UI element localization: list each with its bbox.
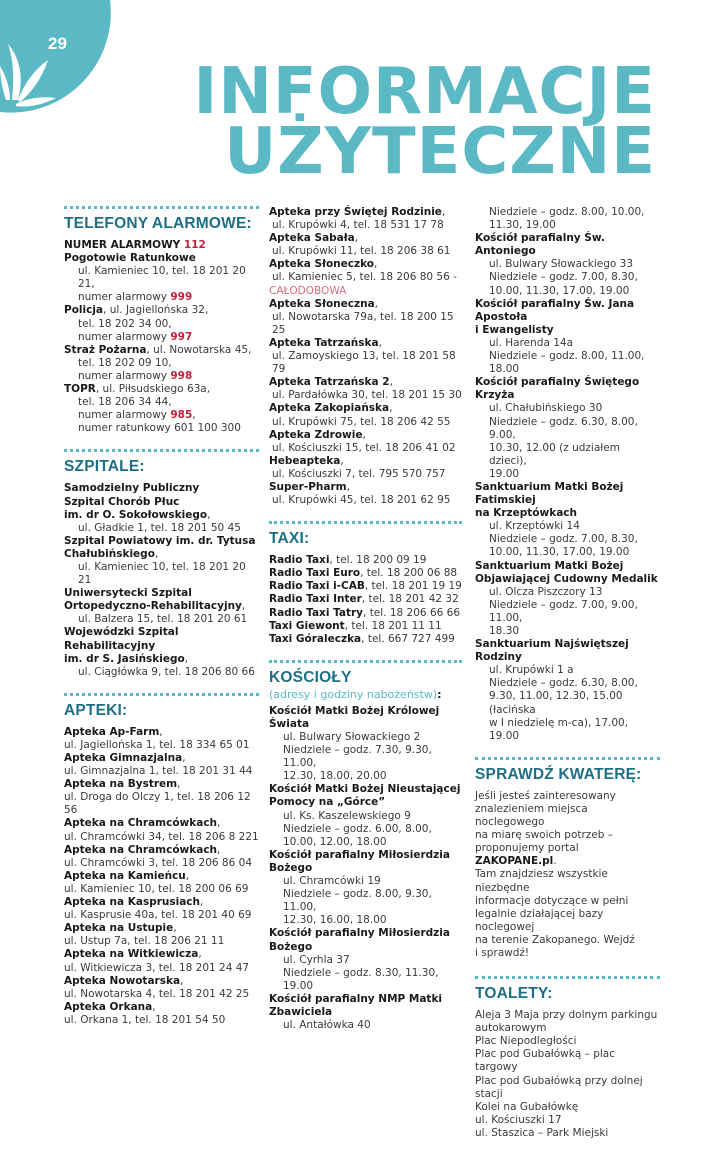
church-hours: 10.00, 11.30, 17.00, 19.00 <box>489 284 630 297</box>
dotted-divider <box>269 521 462 524</box>
list-item: Plac Niepodległości <box>475 1035 577 1048</box>
hospital-address: ul. Gładkie 1, tel. 18 201 50 45 <box>78 521 241 534</box>
pharmacy-name: Apteka Słoneczko <box>269 258 375 271</box>
taxi-phone: , tel. 18 206 66 66 <box>363 606 460 619</box>
list-item: autokarowym <box>475 1022 547 1035</box>
section-szpitale <box>64 449 259 678</box>
hospital-name: im. dr O. Sokołowskiego <box>64 508 208 521</box>
church-hours: 10.00, 11.30, 17.00, 19.00 <box>489 546 630 559</box>
list-item: Aleja 3 Maja przy dolnym parkingu <box>475 1009 658 1022</box>
taxi-phone: , tel. 18 201 19 19 <box>364 580 462 593</box>
church-address: ul. Bulwary Słowackiego 2 <box>283 731 421 743</box>
hospital-address: ul. Kamieniec 10, tel. 18 201 20 21 <box>78 560 246 587</box>
hospital-name: Uniwersytecki Szpital <box>64 587 192 600</box>
hospital-name: Szpital Chorób Płuc <box>64 495 180 508</box>
church-name: Objawiającej Cudowny Medalik <box>475 572 658 585</box>
taxi-name: Radio Taxi i-CAB <box>269 580 365 593</box>
page-title-line2: UŻYTECZNE <box>224 115 656 189</box>
paragraph-line: na miarę swoich potrzeb – <box>475 829 614 842</box>
taxi-name: Taxi Góraleczka <box>269 632 362 645</box>
section-title: TAXI: <box>269 530 310 548</box>
pharmacy-name: Apteka na Bystrem <box>64 778 178 791</box>
pharmacy-list <box>269 206 462 507</box>
taxi-phone: , tel. 18 201 42 32 <box>361 593 459 606</box>
dotted-divider <box>475 976 660 979</box>
paragraph-line: informacje dotyczące w pełni <box>475 894 629 907</box>
church-address: ul. Chałubińskiego 30 <box>489 402 603 415</box>
service-name: Pogotowie Ratunkowe <box>64 252 196 265</box>
hospital-address: ul. Ciągłówka 9, tel. 18 206 80 66 <box>78 665 255 678</box>
section-telefony <box>64 206 259 435</box>
pharmacy-name: Super-Pharm <box>269 480 347 493</box>
column-middle <box>269 206 462 1042</box>
hospital-name: Wojewódzki Szpital Rehabilitacyjny <box>64 626 179 652</box>
pharmacy-address: ul. Ustup 7a, tel. 18 206 21 11 <box>64 935 225 948</box>
church-address: ul. Ks. Kaszelewskiego 9 <box>283 809 411 822</box>
punctuation: , <box>340 454 344 467</box>
pharmacy-name: Apteka na Ustupie <box>64 922 174 935</box>
pharmacy-address: ul. Witkiewicza 3, tel. 18 201 24 47 <box>64 961 250 974</box>
church-address: ul. Harenda 14a <box>489 336 574 349</box>
section-toalety <box>475 976 660 1140</box>
punctuation: , <box>152 1000 156 1013</box>
list-item <box>64 948 259 961</box>
pharmacy-name: Apteka Orkana <box>64 1000 153 1013</box>
taxi-phone: , tel. 18 200 06 88 <box>360 567 458 580</box>
list-item <box>269 567 462 580</box>
list-item <box>269 580 462 593</box>
taxi-phone: , tel. 667 727 499 <box>361 632 455 645</box>
list-item <box>64 896 259 909</box>
list-item <box>269 402 462 415</box>
taxi-phone: , tel. 18 201 11 11 <box>344 619 442 632</box>
church-hours: Niedziele – godz. 6.00, 8.00, <box>283 822 432 835</box>
pharmacy-address: ul. Nowotarska 4, tel. 18 201 42 25 <box>64 987 250 1000</box>
pharmacy-name: Apteka Gimnazjalna <box>64 752 183 764</box>
list-item <box>269 554 462 567</box>
church-hours: Niedziele – godz. 8.00, 9.30, 11.00, <box>283 888 432 914</box>
alarm-number: 997 <box>170 330 193 343</box>
hospital-name: Szpital Powiatowy im. dr. Tytusa <box>64 534 256 547</box>
service-address: , ul. Piłsudskiego 63a, <box>95 383 211 396</box>
church-name: Kościół parafialny NMP Matki <box>269 992 443 1005</box>
church-hours: 19.00 <box>489 467 520 480</box>
church-hours: 12.30, 18.00, 20.00 <box>283 770 387 783</box>
pharmacy-name: Apteka Sabała <box>269 232 355 245</box>
punctuation: , <box>180 974 184 987</box>
list-item: Kolei na Gubałówkę <box>475 1100 579 1113</box>
paragraph-line: legalnie działającej bazy noclegowej <box>475 907 604 933</box>
paragraph-line: na terenie Zakopanego. Wejdź <box>475 933 635 946</box>
pharmacy-name: Apteka Nowotarska <box>64 974 181 987</box>
church-hours: Niedziele – godz. 7.30, 9.30, 11.00, <box>283 744 432 770</box>
punctuation: , <box>173 922 177 935</box>
church-name: Kościół Matki Bożej Nieustającej <box>269 783 461 796</box>
pharmacy-name: Apteka na Chramcówkach <box>64 817 218 830</box>
pharmacy-name: Apteka Ap-Farm <box>64 725 160 738</box>
pharmacy-name: Apteka przy Świętej Rodzinie <box>269 206 442 218</box>
pharmacy-name: Apteka Słoneczna <box>269 297 375 310</box>
section-title: TELEFONY ALARMOWE: <box>64 215 252 232</box>
list-item <box>269 206 462 219</box>
paragraph-line: znalezieniem miejsca noclegowego <box>475 802 588 829</box>
service-phone: tel. 18 206 34 44, <box>78 396 172 409</box>
punctuation: , <box>159 725 163 738</box>
section-title: TOALETY: <box>475 985 553 1003</box>
hospital-name: Samodzielny Publiczny <box>64 482 200 495</box>
list-item <box>64 844 259 857</box>
church-name: Kościół Matki Bożej Królowej Świata <box>269 704 440 730</box>
church-name: Pomocy na „Górce” <box>269 796 386 809</box>
section-apteki-cont <box>269 206 462 507</box>
list-item <box>269 376 462 389</box>
paragraph-line: i sprawdź! <box>475 946 530 959</box>
dotted-divider <box>269 660 462 663</box>
hospital-name: Ortopedyczno-Rehabilitacyjny <box>64 600 242 613</box>
punctuation: , <box>389 376 393 389</box>
taxi-name: Radio Taxi Euro <box>269 567 361 580</box>
list-item <box>64 778 259 791</box>
list-item <box>64 1001 259 1014</box>
paragraph-line: Jeśli jesteś zainteresowany <box>475 789 616 802</box>
dotted-divider <box>64 693 259 696</box>
page-number: 29 <box>48 34 67 53</box>
emergency-label: NUMER ALARMOWY <box>64 239 184 251</box>
alarm-number: 999 <box>170 291 193 304</box>
punctuation: , <box>389 402 393 415</box>
church-hours: 9.30, 11.00, 12.30, 15.00 (łacińska <box>489 690 623 716</box>
punctuation: , <box>241 600 246 613</box>
section-taxi <box>269 521 462 646</box>
list-item: ul. Staszica – Park Miejski <box>475 1126 609 1139</box>
punctuation: , <box>192 409 196 422</box>
punctuation: , <box>378 336 382 349</box>
church-hours: 18.30 <box>489 625 520 637</box>
paragraph-line: Tam znajdziesz wszystkie niezbędne <box>475 868 608 894</box>
section-apteki <box>64 693 259 1027</box>
section-koscioly <box>269 660 462 1032</box>
page-title-line1: INFORMACJE <box>193 55 656 129</box>
punctuation: , <box>184 652 189 665</box>
church-name: Bożego <box>269 861 313 874</box>
pharmacy-name: Apteka na Witkiewicza <box>64 948 199 961</box>
pharmacy-address: ul. Chramcówki 3, tel. 18 206 86 04 <box>64 856 252 869</box>
pharmacy-list <box>64 726 259 1027</box>
alarm-number: 998 <box>170 369 193 382</box>
punctuation: , <box>154 547 159 560</box>
alarm-label: numer alarmowy <box>78 409 171 422</box>
dotted-divider <box>64 206 259 209</box>
list-item <box>269 429 462 442</box>
alarm-label: numer alarmowy <box>78 330 171 343</box>
punctuation: , <box>177 778 181 791</box>
pharmacy-address: ul. Nowotarska 79a, tel. 18 200 15 25 <box>272 310 454 336</box>
punctuation: : <box>437 687 442 701</box>
list-item <box>269 593 462 606</box>
church-hours: Niedziele – godz. 6.30, 8.00, 9.00, <box>489 415 638 441</box>
pharmacy-name: Apteka na Kamieńcu <box>64 869 186 882</box>
punctuation: . <box>553 855 557 868</box>
alarm-label: numer alarmowy <box>78 291 171 304</box>
list-item <box>64 870 259 883</box>
list-item <box>64 975 259 988</box>
punctuation: , <box>441 206 446 218</box>
punctuation: , <box>217 817 221 830</box>
church-hours: Niedziele – godz. 8.30, 11.30, <box>283 966 439 979</box>
church-hours: 19.00 <box>283 979 314 992</box>
hospital-name: Chałubińskiego <box>64 547 155 560</box>
church-name: Kościół parafialny Św. Antoniego <box>475 232 605 258</box>
pharmacy-address: ul. Krupówki 11, tel. 18 206 38 61 <box>272 245 451 258</box>
list-item <box>64 726 259 739</box>
alarm-number: 985 <box>170 409 193 422</box>
church-hours: 12.30, 16.00, 18.00 <box>283 914 387 927</box>
list-item <box>64 817 259 830</box>
list-item <box>269 620 462 633</box>
section-subtitle: (adresy i godziny nabożeństw) <box>269 687 438 701</box>
list-item <box>269 258 462 271</box>
church-hours: 11.30, 19.00 <box>489 219 556 232</box>
church-address: ul. Bulwary Słowackiego 33 <box>489 258 634 271</box>
church-hours: Niedziele – godz. 8.00, 10.00, <box>489 206 645 218</box>
church-name: Sanktuarium Najświętszej Rodziny <box>475 638 629 664</box>
church-address: ul. Cyrhla 37 <box>283 953 350 966</box>
section-title: APTEKI: <box>64 701 128 719</box>
punctuation: , <box>346 480 350 493</box>
section-title: KOŚCIOŁY <box>269 668 352 686</box>
church-hours: Niedziele – godz. 6.30, 8.00, <box>489 677 638 690</box>
pharmacy-address: ul. Krupówki 45, tel. 18 201 62 95 <box>272 494 451 507</box>
church-name: Sanktuarium Matki Bożej Fatimskiej <box>475 480 624 507</box>
column-right <box>475 206 660 1150</box>
punctuation: , <box>182 752 186 764</box>
service-address: , ul. Jagiellońska 32, <box>103 304 209 317</box>
punctuation: , <box>198 948 202 961</box>
rescue-number: numer ratunkowy 601 100 300 <box>78 422 241 435</box>
portal-link[interactable]: ZAKOPANE.pl <box>475 855 554 868</box>
pharmacy-address: ul. Pardałówka 30, tel. 18 201 15 30 <box>272 389 462 402</box>
church-hours: Niedziele – godz. 7.00, 9.00, 11.00, <box>489 598 638 624</box>
church-name: Sanktuarium Matki Bożej <box>475 559 624 572</box>
list-item: ul. Kościuszki 17 <box>475 1113 562 1126</box>
list-item <box>64 752 259 765</box>
church-address: ul. Chramcówki 19 <box>283 875 381 888</box>
church-address: ul. Krzeptówki 14 <box>489 520 580 533</box>
punctuation: , <box>354 232 359 245</box>
service-name: Straż Pożarna <box>64 343 147 356</box>
list-item <box>269 298 462 311</box>
list-item <box>64 922 259 935</box>
hospital-name: im. dr S. Jasińskiego <box>64 652 185 665</box>
list-item <box>269 232 462 245</box>
list-item <box>269 607 462 620</box>
church-hours: Niedziele – godz. 7.00, 8.30, <box>489 533 638 546</box>
taxi-name: Radio Taxi Tatry <box>269 606 364 619</box>
taxi-name: Taxi Giewont <box>269 619 345 632</box>
pharmacy-address: ul. Kamieniec 10, tel. 18 200 06 69 <box>64 882 249 895</box>
hospital-address: ul. Balzera 15, tel. 18 201 20 61 <box>78 613 248 626</box>
pharmacy-address: ul. Orkana 1, tel. 18 201 54 50 <box>64 1013 226 1026</box>
pharmacy-name: Apteka Zakopiańska <box>269 402 390 415</box>
section-kwatery <box>475 757 660 960</box>
church-hours: 10.30, 12.00 (z udziałem dzieci), <box>489 441 620 467</box>
paragraph-line: proponujemy portal <box>475 842 579 855</box>
punctuation: , <box>362 428 366 441</box>
church-name: Bożego <box>269 940 313 953</box>
pharmacy-address: ul. Krupówki 4, tel. 18 531 17 78 <box>272 219 444 232</box>
church-hours: 10.00, 12.00, 18.00 <box>283 835 387 848</box>
church-name: na Krzeptówkach <box>475 507 577 520</box>
toilet-list <box>475 1009 660 1140</box>
church-name: i Ewangelisty <box>475 323 554 336</box>
dotted-divider <box>64 449 259 452</box>
pharmacy-address: ul. Droga do Olczy 1, tel. 18 206 12 56 <box>64 791 251 817</box>
church-address: ul. Olcza Piszczory 13 <box>489 585 603 598</box>
pharmacy-address: ul. Kościuszki 7, tel. 795 570 757 <box>272 467 446 480</box>
pharmacy-address: ul. Gimnazjalna 1, tel. 18 201 31 44 <box>64 765 253 778</box>
punctuation: , <box>374 297 379 310</box>
pharmacy-address: ul. Kasprusie 40a, tel. 18 201 40 69 <box>64 909 252 922</box>
church-name: Kościół parafialny Miłosierdzia <box>269 927 450 940</box>
church-address: ul. Antałówka 40 <box>283 1019 371 1032</box>
punctuation: , <box>185 869 190 882</box>
pharmacy-address: ul. Kościuszki 15, tel. 18 206 41 02 <box>272 441 456 454</box>
pharmacy-name: Apteka Zdrowie <box>269 428 363 441</box>
church-name: Kościół parafialny Św. Jana Apostoła <box>475 297 635 323</box>
church-hours: Niedziele – godz. 7.00, 8.30, <box>489 271 638 284</box>
church-name: Zbawiciela <box>269 1005 333 1018</box>
section-koscioly-cont <box>475 206 660 743</box>
pharmacy-name: Apteka na Kasprusiach <box>64 896 200 909</box>
church-hours: Niedziele – godz. 8.00, 11.00, <box>489 350 645 363</box>
pharmacy-name: Hebeapteka <box>269 454 341 467</box>
list-item: Plac pod Gubałówką – plac targowy <box>475 1048 616 1074</box>
service-name: Policja <box>64 304 104 317</box>
church-hours: 18.00 <box>489 363 520 376</box>
list-item <box>269 481 462 494</box>
punctuation: , <box>200 896 204 909</box>
open-24h-label: CAŁODOBOWA <box>269 284 347 297</box>
section-title: SPRAWDŹ KWATERĘ: <box>475 765 642 783</box>
church-name: Kościół parafialny Świętego Krzyża <box>475 376 640 402</box>
column-left <box>64 206 259 1037</box>
church-hours: w I niedzielę m-ca), 17.00, 19.00 <box>489 716 629 742</box>
dotted-divider <box>475 757 660 760</box>
section-title: SZPITALE: <box>64 458 145 476</box>
list-item <box>269 337 462 350</box>
alarm-label: numer alarmowy <box>78 369 171 382</box>
emergency-number: 112 <box>183 239 206 251</box>
pharmacy-address: ul. Kamieniec 5, tel. 18 206 80 56 - <box>272 271 457 284</box>
pharmacy-address: ul. Chramcówki 34, tel. 18 206 8 221 <box>64 830 259 843</box>
service-address: ul. Kamieniec 10, tel. 18 201 20 21, <box>78 265 246 291</box>
punctuation: , <box>374 258 378 271</box>
list-item: Plac pod Gubałówką przy dolnej stacji <box>475 1074 643 1100</box>
taxi-list <box>269 554 462 646</box>
pharmacy-name: Apteka Tatrzańska 2 <box>269 376 390 389</box>
taxi-name: Radio Taxi <box>269 554 330 567</box>
service-address: , ul. Nowotarska 45, <box>146 343 252 356</box>
service-phone: tel. 18 202 34 00, <box>78 317 172 330</box>
taxi-name: Radio Taxi Inter <box>269 593 362 606</box>
pharmacy-name: Apteka Tatrzańska <box>269 336 379 349</box>
service-phone: tel. 18 202 09 10, <box>78 356 172 369</box>
pharmacy-address: ul. Jagiellońska 1, tel. 18 334 65 01 <box>64 738 250 751</box>
service-name: TOPR <box>64 383 96 396</box>
punctuation: , <box>207 508 211 521</box>
pharmacy-address: ul. Krupówki 75, tel. 18 206 42 55 <box>272 415 451 428</box>
taxi-phone: , tel. 18 200 09 19 <box>329 554 427 567</box>
church-address: ul. Krupówki 1 a <box>489 664 574 677</box>
pharmacy-address: ul. Zamoyskiego 13, tel. 18 201 58 79 <box>272 350 456 376</box>
list-item <box>269 455 462 468</box>
church-name: Kościół parafialny Miłosierdzia <box>269 848 450 861</box>
pharmacy-name: Apteka na Chramcówkach <box>64 843 218 856</box>
corner-leaf-badge <box>0 0 140 120</box>
list-item <box>269 633 462 646</box>
punctuation: , <box>217 843 221 856</box>
